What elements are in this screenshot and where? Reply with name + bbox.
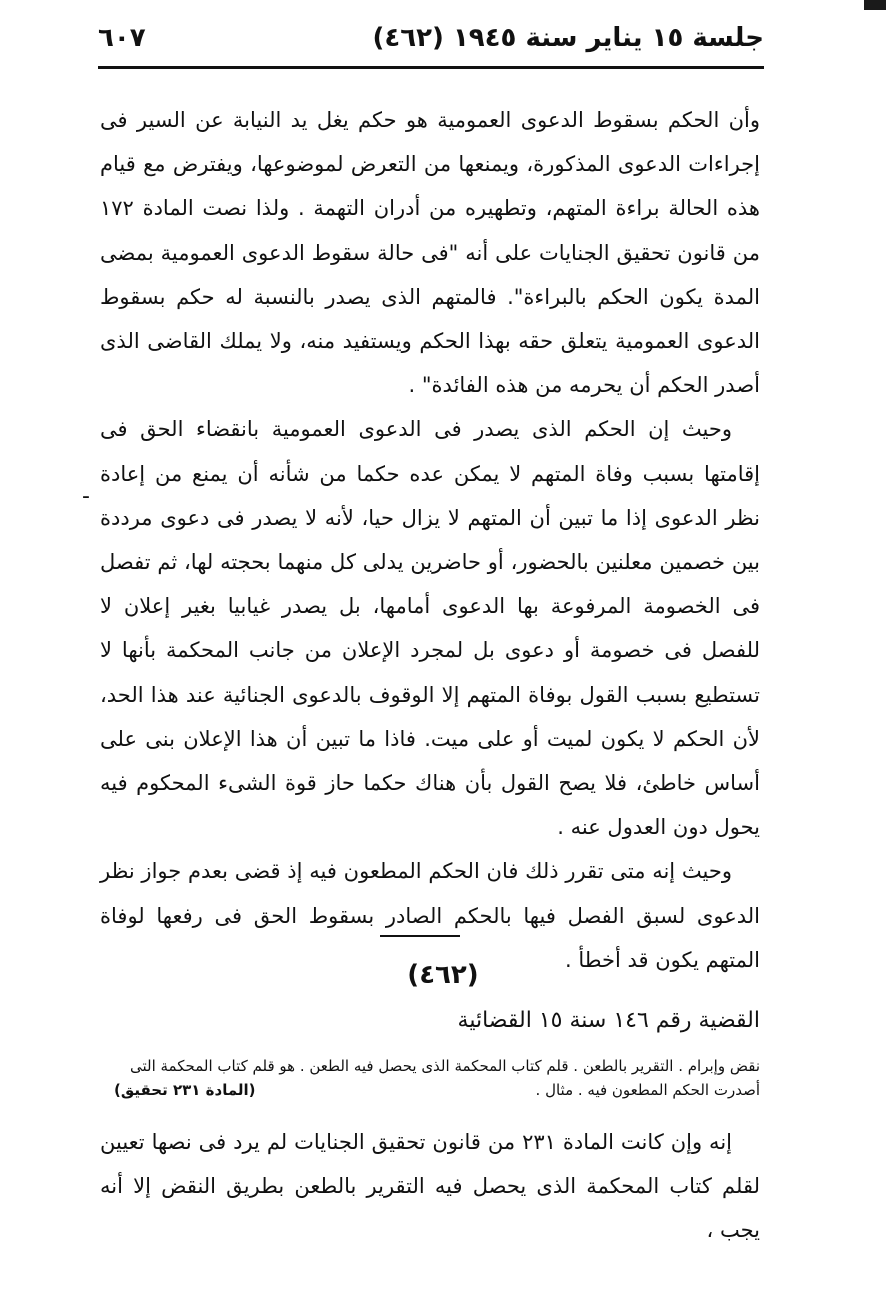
summary-line: نقض وإبرام . التقرير بالطعن . قلم كتاب المحكمة الذى يحصل فيه الطعن . هو قلم كتاب المحكمة التى	[129, 1057, 760, 1075]
body-text	[100, 98, 760, 982]
paragraph-2: وحيث إن الحكم الذى يصدر فى الدعوى العمومية بانقضاء الحق فى إقامتها بسبب وفاة المتهم لا يمكن عده حكما من شأنه أن يمنع من إعادة نظر الدعوى إذا ما تبين أن المتهم لا يزال حيا، لأنه لا يصدر فى دعوى مرددة بين خصمين معلنين بالحضور، أو حاضرين يدلى كل منهما بحجته لها، ثم تفصل فى الخصومة المرفوعة بها الدعوى أمامها، بل يصدر غيابيا بغير إعلان لا للفصل فى خصومة أو دعوى بل لمجرد الإعلان من جانب المحكمة بأنها لا تستطيع بسبب القول بوفاة المتهم إلا الوقوف بالدعوى الجنائية عند هذا الحد، لأن الحكم لا يكون لميت أو على ميت. فاذا ما تبين أن هذا الإعلان بنى على أساس خاطئ، فلا يصح القول بأن هناك حكما حاز قوة الشىء المحكوم فيه يحول دون العدول عنه .	[100, 417, 760, 840]
case-number: (٤٦٢)	[407, 960, 479, 990]
page-header	[98, 20, 764, 56]
ruling-text	[100, 1120, 760, 1252]
running-head: جلسة ١٥ يناير سنة ١٩٤٥ (٤٦٢)	[372, 23, 764, 53]
summary-article-reference: (المادة ٢٣١ تحقيق)	[114, 1081, 256, 1099]
page-corner-mark	[864, 0, 886, 10]
section-separator	[380, 935, 460, 937]
margin-mark: -	[82, 484, 90, 509]
paragraph-3: وحيث إنه متى تقرر ذلك فان الحكم المطعون فيه إذ قضى بعدم جواز نظر الدعوى لسبق الفصل فيها بالحكم الصادر بسقوط الحق فى رفعها لوفاة المتهم يكون قد أخطأ .	[100, 859, 760, 972]
page-number: ٦٠٧	[98, 23, 146, 53]
header-rule	[98, 66, 764, 69]
case-title: القضية رقم ١٤٦ سنة ١٥ القضائية	[457, 1008, 760, 1033]
case-summary	[100, 1054, 760, 1102]
summary-line: أصدرت الحكم المطعون فيه . مثال .	[535, 1081, 760, 1099]
paragraph-1: وأن الحكم بسقوط الدعوى العمومية هو حكم يغل يد النيابة عن السير فى إجراءات الدعوى المذكورة، ويمنعها من التعرض لموضوعها، ويفترض مع قيام هذه الحالة براءة المتهم، وتطهيره من أدران التهمة . ولذا نصت المادة ١٧٢ من قانون تحقيق الجنايات على أنه "فى حالة سقوط الدعوى العمومية بمضى المدة يكون الحكم بالبراءة". فالمتهم الذى يصدر بالنسبة له حكم بسقوط الدعوى العمومية يتعلق حقه بهذا الحكم ويستفيد منه، ولا يملك القاضى الذى أصدر الحكم أن يحرمه من هذه الفائدة" .	[100, 108, 760, 398]
ruling-paragraph: إنه وإن كانت المادة ٢٣١ من قانون تحقيق الجنايات لم يرد فى نصها تعيين لقلم كتاب المحكمة الذى يحصل فيه التقرير بالطعن بطريق النقض إلا أنه يجب ،	[100, 1130, 760, 1242]
